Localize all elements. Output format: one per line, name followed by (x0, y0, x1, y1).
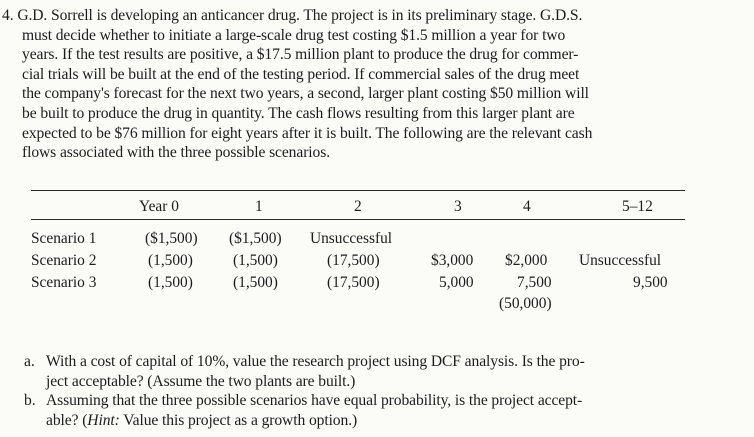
part-b-letter: b. (24, 392, 36, 410)
cell-s3-year3: 5,000 (439, 274, 474, 291)
part-b-line (24, 411, 744, 431)
part-a-line: ject acceptable? (Assume the two plants are built.) (46, 372, 356, 390)
header-year-0: Year 0 (139, 198, 179, 215)
problem-line (0, 6, 740, 26)
cell-s3-year4: 7,500 (517, 274, 552, 291)
cell-s1-year1: ($1,500) (229, 230, 282, 247)
part-b-text-start: able? ( (46, 411, 88, 429)
row-label-scenario-1: Scenario 1 (31, 230, 97, 247)
table-header-rule (31, 219, 685, 220)
part-b-line (24, 391, 744, 411)
header-years-5-12: 5–12 (622, 198, 653, 215)
problem-line: must decide whether to initiate a large-scale drug test costing $1.5 million a year for two (22, 26, 566, 44)
table-top-rule (31, 190, 685, 191)
row-label-scenario-3: Scenario 3 (31, 274, 97, 291)
problem-line: expected to be $76 million for eight years after it is built. The following are the relevant cash (22, 124, 593, 142)
header-year-2: 2 (354, 198, 362, 215)
cell-s1-year0: ($1,500) (145, 230, 198, 247)
cell-s2-year4: $2,000 (505, 252, 548, 269)
cell-s2-year1: (1,500) (233, 252, 278, 269)
problem-line: the company's forecast for the next two years, a second, larger plant costing $50 million will (22, 85, 589, 103)
cell-s3-year1: (1,500) (233, 274, 278, 291)
cell-s2-year0: (1,500) (148, 252, 193, 269)
header-year-3: 3 (454, 198, 462, 215)
cell-s1-year2: Unsuccessful (310, 230, 393, 247)
row-label-scenario-2: Scenario 2 (31, 252, 97, 269)
problem-line: flows associated with the three possible scenarios. (22, 144, 330, 162)
part-b-text: Assuming that the three possible scenarios have equal probability, is the project accept- (46, 392, 583, 410)
header-year-4: 4 (523, 198, 531, 215)
part-a-text: With a cost of capital of 10%, value the research project using DCF analysis. Is the pro- (46, 353, 585, 370)
problem-line: years. If the test results are positive, a $17.5 million plant to produce the drug for commer- (22, 46, 579, 64)
problem-line: be built to produce the drug in quantity. The cash flows resulting from this larger plant are (22, 104, 575, 122)
cell-s3-year4-second-plant: (50,000) (499, 295, 552, 312)
cell-s2-year2: (17,500) (327, 252, 380, 269)
question-parts (24, 352, 744, 430)
cell-s2-years5-12: Unsuccessful (579, 252, 662, 269)
problem-line: cial trials will be built at the end of the testing period. If commercial sales of the drug meet (22, 65, 580, 83)
part-a-line (24, 352, 744, 372)
cell-s3-years5-12: 9,500 (633, 274, 668, 291)
part-b-text-end: Value this project as a growth option.) (119, 411, 358, 429)
cell-s3-year2: (17,500) (327, 274, 380, 291)
problem-statement (0, 6, 740, 163)
part-a-letter: a. (24, 353, 35, 370)
cell-s3-year0: (1,500) (148, 274, 193, 291)
cell-s2-year3: $3,000 (431, 252, 474, 269)
problem-number: 4. (2, 7, 14, 24)
header-year-1: 1 (255, 198, 263, 215)
hint-label: Hint: (87, 411, 120, 429)
problem-line-text: G.D. Sorrell is developing an anticancer drug. The project is in its preliminary stage. G.D.S. (17, 7, 583, 24)
